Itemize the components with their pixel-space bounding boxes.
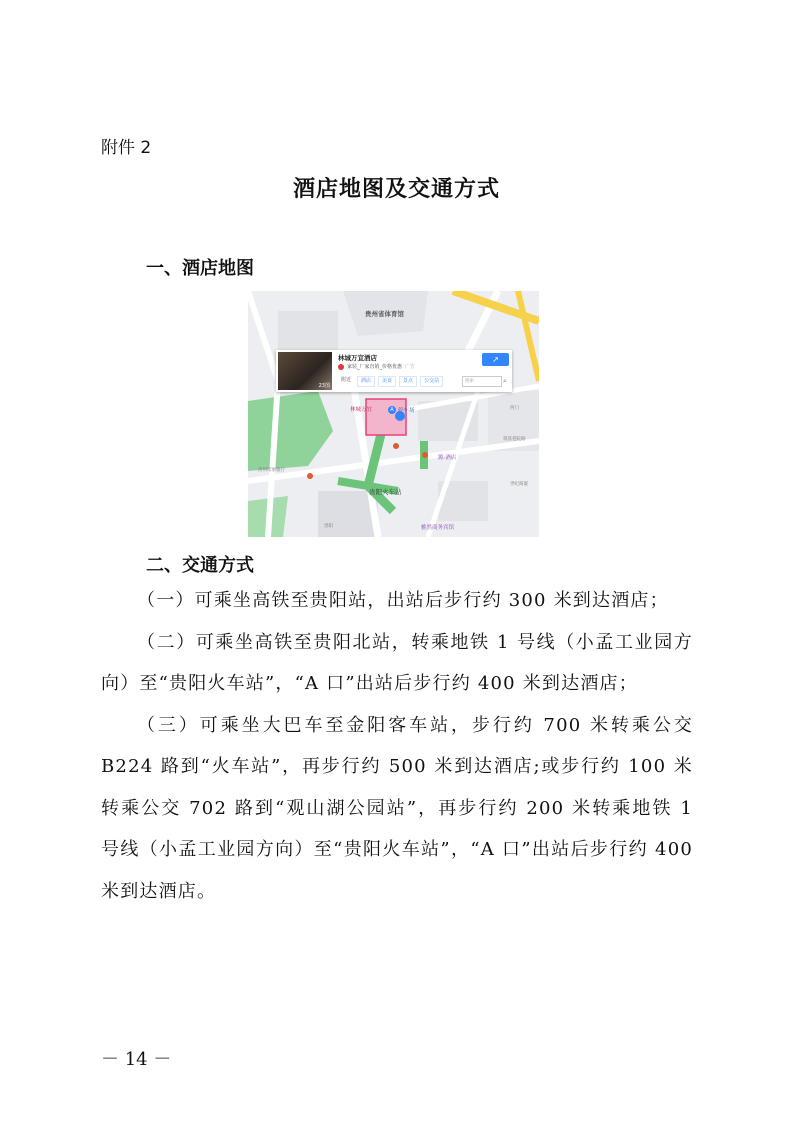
parking-marker[interactable]: A — [388, 406, 396, 414]
map-small-label: 西门 — [510, 406, 519, 411]
annex-label: 附件 2 — [101, 138, 152, 158]
stadium-label: 贵州省体育馆 — [365, 310, 404, 318]
poi-dot-icon — [307, 473, 313, 479]
photo-count: 23图 — [318, 383, 330, 389]
tab-nearby[interactable]: 附近 — [341, 377, 352, 383]
section-heading-hotel-map: 一、酒店地图 — [146, 258, 254, 279]
poi-dot-icon — [393, 443, 399, 449]
map-block — [278, 311, 338, 351]
transport-paragraph: （二）可乘坐高铁至贵阳北站，转乘地铁 1 号线（小孟工业园方向）至“贵阳火车站”，“A 口”出站后步行约 400 米到达酒店； — [101, 631, 693, 694]
parking-label: 停车场 — [398, 408, 415, 414]
page-title: 酒店地图及交通方式 — [292, 176, 500, 202]
transport-paragraph: （三）可乘坐大巴车至金阳客车站，步行约 700 米转乘公交 B224 路到“火车站”，再步行约 500 米到达酒店;或步行约 100 米转乘公交 702 路到“观山湖公园站”，再步行约 200 米转乘地铁 1 号线（小孟工业园方向）至“贵阳火车站”，“A 口”出站后步行约 400 米到达酒店。 — [101, 714, 693, 902]
route-arrow-icon[interactable]: ↗ — [482, 353, 509, 366]
card-tabs — [338, 376, 443, 387]
hotel-pin-label: 林城万宜 — [350, 407, 373, 413]
hotel-photo[interactable] — [278, 352, 332, 390]
page-number: － 14 － — [101, 1049, 172, 1070]
tab-sights[interactable]: 景点 — [399, 376, 417, 387]
hotel-name[interactable]: 林城万宜酒店 — [338, 354, 377, 362]
tab-food[interactable]: 美食 — [378, 376, 396, 387]
tab-hotel[interactable]: 酒店 — [357, 376, 375, 387]
search-icon[interactable]: ⌕ — [503, 377, 507, 385]
hotel-ad[interactable]: 家装_厂家直销_价格优惠 广告 — [347, 364, 416, 370]
map-small-label: 贵阳 — [324, 524, 333, 529]
section-heading-transport: 二、交通方式 — [146, 555, 254, 576]
guiyang-station-label: 贵阳火车站 — [369, 488, 402, 496]
map-small-label: 贵州印象银行 — [258, 468, 285, 473]
hotel-info-card[interactable] — [276, 350, 512, 392]
jianbang-hotel-label: 雅然商务宾馆 — [421, 525, 455, 531]
map-search-input[interactable]: 搜索 — [462, 376, 502, 387]
transport-paragraph: （一）可乘坐高铁至贵阳站，出站后步行约 300 米到达酒店； — [137, 590, 669, 611]
tab-bus-stop[interactable]: 公交站 — [420, 376, 443, 387]
poi-dot-icon — [422, 452, 428, 458]
ad-icon — [338, 364, 344, 370]
map-small-label: 世纪商厦 — [510, 482, 528, 487]
hotel-map[interactable] — [248, 291, 539, 537]
map-small-label: 筑基巷院路 — [503, 437, 526, 442]
hotel-poi-label: 源·酒店 — [438, 455, 457, 461]
transport-body — [101, 580, 693, 912]
map-canvas — [248, 291, 539, 537]
